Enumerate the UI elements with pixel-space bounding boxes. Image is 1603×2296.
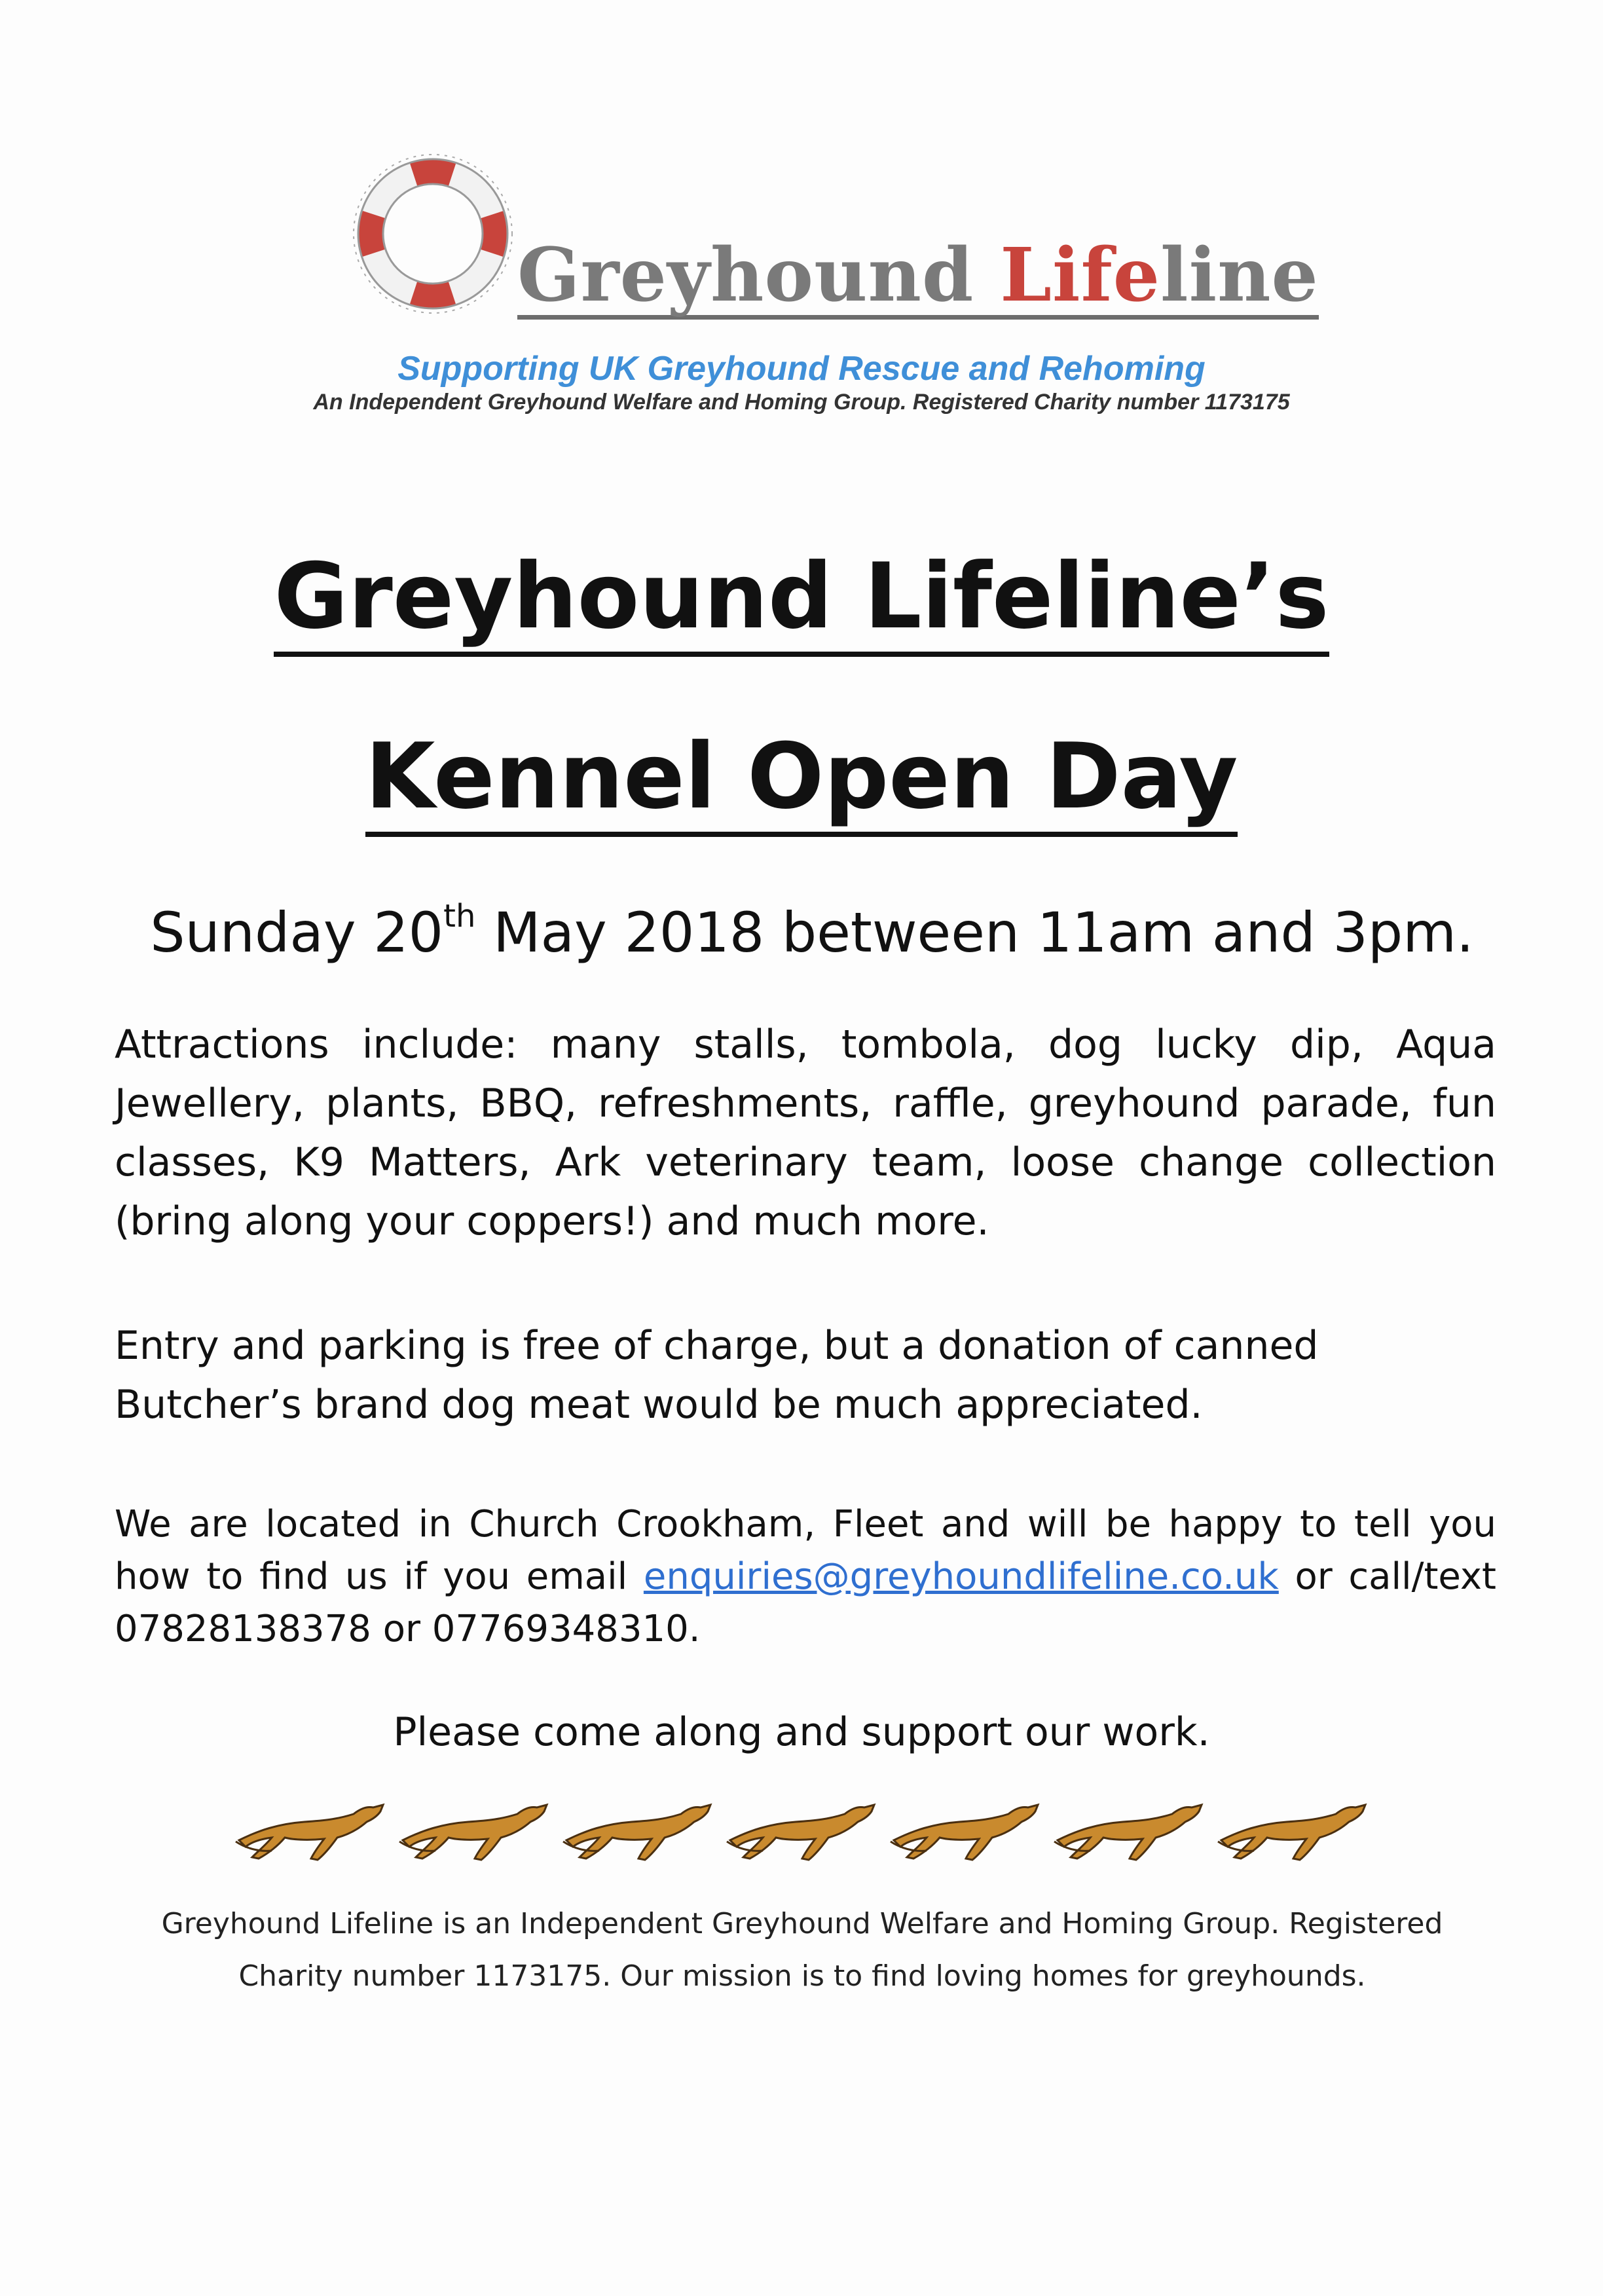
tagline: Supporting UK Greyhound Rescue and Rehoming: [397, 350, 1206, 388]
event-time: May 2018 between 11am and 3pm.: [475, 900, 1474, 965]
logo-word-part2: Life: [1000, 232, 1161, 318]
logo-word-part3: line: [1160, 232, 1319, 318]
event-date: [124, 900, 1500, 965]
title-line-2-text: Kennel Open Day: [365, 724, 1238, 837]
greyhound-icon: [1218, 1805, 1365, 1860]
greyhound-icon: [891, 1805, 1038, 1860]
greyhound-icon: [1054, 1805, 1202, 1860]
contact-numbers: or call/text 07828138378 or 07769348310.: [115, 1555, 1497, 1650]
footer-note: [98, 1898, 1506, 2003]
attractions-paragraph: Attractions include: many stalls, tombola, dog lucky dip, Aqua Jewellery, plants, BBQ, refreshments, raffle, greyhound parade, fun classes, K9 Matters, Ark veterinary team, loose change collection (bring along your coppers!) and much more.: [115, 1022, 1496, 1244]
email-link[interactable]: enquiries@greyhoundlifeline.co.uk: [643, 1555, 1279, 1598]
entry-paragraph: Entry and parking is free of charge, but a donation of canned Butcher’s brand dog meat would be much appreciated.: [115, 1323, 1319, 1428]
greyhound-icon: [236, 1805, 383, 1860]
greyhound-icon: [563, 1805, 710, 1860]
title-line-1-text: Greyhound Lifeline’s: [274, 544, 1329, 657]
logo-wordmark: [517, 232, 1319, 320]
location-paragraph: [115, 1498, 1496, 1656]
title-line-1: [0, 544, 1603, 649]
lifebuoy-logo-icon: [351, 152, 515, 316]
charity-subtagline: An Independent Greyhound Welfare and Homing Group. Registered Charity number 1173175: [313, 390, 1290, 415]
logo-word-part1: Greyhound: [517, 232, 1001, 318]
footer-line-1: Greyhound Lifeline is an Independent Greyhound Welfare and Homing Group. Registered: [161, 1907, 1443, 1940]
event-day-suffix: th: [443, 898, 476, 935]
greyhound-icon: [727, 1805, 874, 1860]
greyhound-row: [232, 1794, 1372, 1873]
closing-line: Please come along and support our work.: [393, 1709, 1210, 1755]
footer-line-2: Charity number 1173175. Our mission is to find loving homes for greyhounds.: [238, 1959, 1366, 1993]
greyhound-icon: [399, 1805, 547, 1860]
location-text: We are located in Church Crookham, Fleet and will be happy to tell you how to find us if you email: [115, 1503, 1496, 1598]
event-day: Sunday 20: [150, 900, 444, 965]
title-line-2: [0, 724, 1603, 829]
